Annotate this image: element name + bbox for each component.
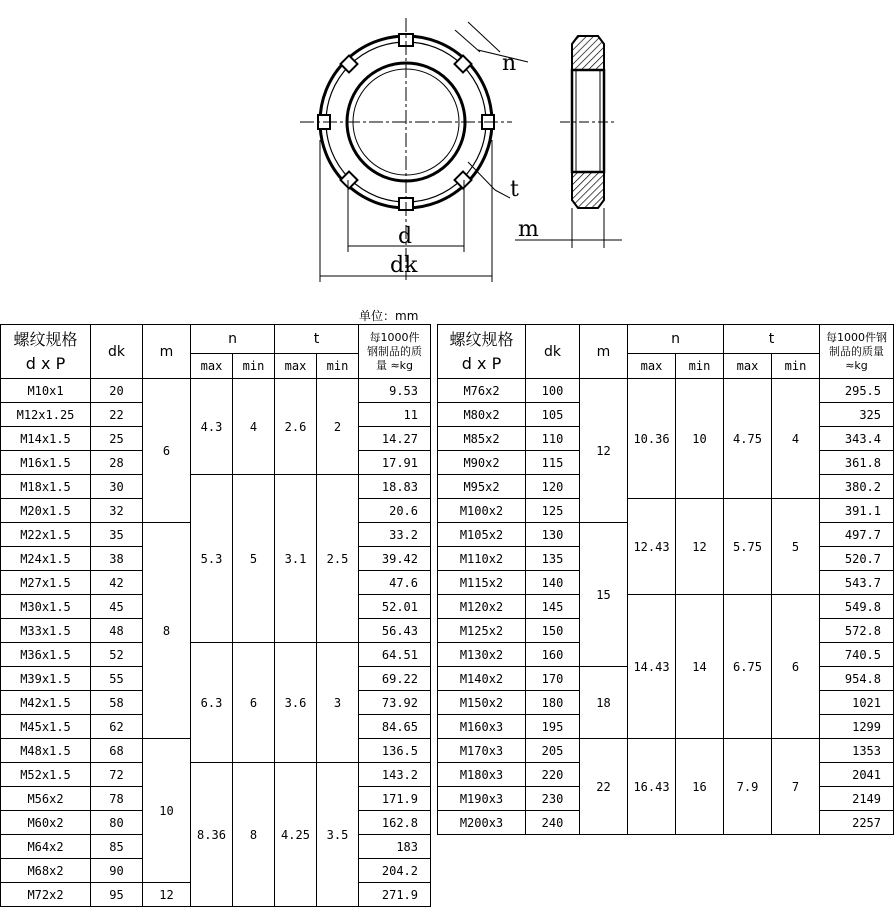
cell-t-max: 4.75 xyxy=(724,379,772,499)
cell-dk: 105 xyxy=(526,403,580,427)
cell-mass: 56.43 xyxy=(359,619,431,643)
header-dk: dk xyxy=(526,325,580,379)
cell-dk: 120 xyxy=(526,475,580,499)
header-n: n xyxy=(628,325,724,354)
nut-drawing xyxy=(0,0,894,305)
cell-spec: M190x3 xyxy=(438,787,526,811)
cell-mass: 17.91 xyxy=(359,451,431,475)
cell-mass: 343.4 xyxy=(820,427,894,451)
cell-n-min: 6 xyxy=(233,643,275,763)
cell-spec: M72x2 xyxy=(1,883,91,907)
cell-mass: 497.7 xyxy=(820,523,894,547)
header-m: m xyxy=(143,325,191,379)
cell-mass: 2041 xyxy=(820,763,894,787)
cell-spec: M95x2 xyxy=(438,475,526,499)
cell-m: 8 xyxy=(143,523,191,739)
cell-dk: 62 xyxy=(91,715,143,739)
label-m: m xyxy=(518,217,539,242)
cell-spec: M170x3 xyxy=(438,739,526,763)
front-view xyxy=(300,18,528,282)
table-row xyxy=(438,499,894,523)
cell-dk: 95 xyxy=(91,883,143,907)
header-n-max: max xyxy=(191,354,233,379)
cell-mass: 543.7 xyxy=(820,571,894,595)
header-n-min: min xyxy=(233,354,275,379)
cell-spec: M180x3 xyxy=(438,763,526,787)
cell-spec: M56x2 xyxy=(1,787,91,811)
cell-mass: 14.27 xyxy=(359,427,431,451)
label-t: t xyxy=(510,177,519,202)
cell-dk: 58 xyxy=(91,691,143,715)
cell-spec: M24x1.5 xyxy=(1,547,91,571)
header-n: n xyxy=(191,325,275,354)
cell-spec: M45x1.5 xyxy=(1,715,91,739)
table-row xyxy=(438,595,894,619)
cell-dk: 90 xyxy=(91,859,143,883)
cell-m: 18 xyxy=(580,667,628,739)
cell-spec: M36x1.5 xyxy=(1,643,91,667)
table-row xyxy=(1,643,431,667)
cell-spec: M48x1.5 xyxy=(1,739,91,763)
cell-dk: 195 xyxy=(526,715,580,739)
cell-spec: M22x1.5 xyxy=(1,523,91,547)
cell-spec: M140x2 xyxy=(438,667,526,691)
cell-dk: 22 xyxy=(91,403,143,427)
cell-m: 10 xyxy=(143,739,191,883)
cell-mass: 11 xyxy=(359,403,431,427)
cell-mass: 520.7 xyxy=(820,547,894,571)
label-dk: dk xyxy=(390,253,418,278)
cell-dk: 55 xyxy=(91,667,143,691)
cell-t-max: 2.6 xyxy=(275,379,317,475)
cell-spec: M68x2 xyxy=(1,859,91,883)
cell-dk: 140 xyxy=(526,571,580,595)
cell-n-max: 6.3 xyxy=(191,643,233,763)
cell-spec: M16x1.5 xyxy=(1,451,91,475)
cell-n-min: 16 xyxy=(676,739,724,835)
cell-mass: 183 xyxy=(359,835,431,859)
cell-dk: 110 xyxy=(526,427,580,451)
table-row xyxy=(1,379,431,403)
cell-dk: 170 xyxy=(526,667,580,691)
cell-spec: M90x2 xyxy=(438,451,526,475)
cell-mass: 295.5 xyxy=(820,379,894,403)
cell-spec: M12x1.25 xyxy=(1,403,91,427)
cell-mass: 18.83 xyxy=(359,475,431,499)
unit-note: 单位：mm xyxy=(359,309,419,323)
cell-n-max: 8.36 xyxy=(191,763,233,907)
cell-dk: 52 xyxy=(91,643,143,667)
spec-table-left xyxy=(0,324,431,907)
cell-t-min: 3.5 xyxy=(317,763,359,907)
cell-mass: 1299 xyxy=(820,715,894,739)
cell-dk: 48 xyxy=(91,619,143,643)
cell-n-max: 16.43 xyxy=(628,739,676,835)
cell-dk: 25 xyxy=(91,427,143,451)
cell-mass: 572.8 xyxy=(820,619,894,643)
cell-spec: M39x1.5 xyxy=(1,667,91,691)
cell-dk: 80 xyxy=(91,811,143,835)
cell-mass: 84.65 xyxy=(359,715,431,739)
cell-t-min: 5 xyxy=(772,499,820,595)
cell-m: 12 xyxy=(580,379,628,523)
cell-spec: M110x2 xyxy=(438,547,526,571)
cell-spec: M64x2 xyxy=(1,835,91,859)
cell-mass: 39.42 xyxy=(359,547,431,571)
cell-t-max: 5.75 xyxy=(724,499,772,595)
cell-dk: 85 xyxy=(91,835,143,859)
cell-spec: M200x3 xyxy=(438,811,526,835)
cell-mass: 143.2 xyxy=(359,763,431,787)
cell-spec: M100x2 xyxy=(438,499,526,523)
cell-spec: M18x1.5 xyxy=(1,475,91,499)
table-row xyxy=(438,739,894,763)
cell-spec: M150x2 xyxy=(438,691,526,715)
cell-spec: M115x2 xyxy=(438,571,526,595)
cell-t-max: 3.1 xyxy=(275,475,317,643)
cell-t-max: 3.6 xyxy=(275,643,317,763)
cell-mass: 33.2 xyxy=(359,523,431,547)
cell-dk: 100 xyxy=(526,379,580,403)
cell-dk: 135 xyxy=(526,547,580,571)
cell-spec: M76x2 xyxy=(438,379,526,403)
cell-mass: 47.6 xyxy=(359,571,431,595)
cell-dk: 160 xyxy=(526,643,580,667)
cell-m: 15 xyxy=(580,523,628,667)
cell-mass: 69.22 xyxy=(359,667,431,691)
header-m: m xyxy=(580,325,628,379)
cell-dk: 220 xyxy=(526,763,580,787)
cell-mass: 361.8 xyxy=(820,451,894,475)
cell-mass: 271.9 xyxy=(359,883,431,907)
cell-mass: 171.9 xyxy=(359,787,431,811)
cell-dk: 240 xyxy=(526,811,580,835)
cell-dk: 145 xyxy=(526,595,580,619)
header-dk: dk xyxy=(91,325,143,379)
header-spec: 螺纹规格 d x P xyxy=(438,325,526,379)
cell-m: 22 xyxy=(580,739,628,835)
cell-dk: 20 xyxy=(91,379,143,403)
header-n-min: min xyxy=(676,354,724,379)
cell-spec: M105x2 xyxy=(438,523,526,547)
cell-spec: M80x2 xyxy=(438,403,526,427)
cell-spec: M120x2 xyxy=(438,595,526,619)
cell-spec: M85x2 xyxy=(438,427,526,451)
cell-n-min: 12 xyxy=(676,499,724,595)
cell-mass: 2257 xyxy=(820,811,894,835)
header-t-max: max xyxy=(275,354,317,379)
cell-dk: 32 xyxy=(91,499,143,523)
cell-dk: 30 xyxy=(91,475,143,499)
cell-n-max: 5.3 xyxy=(191,475,233,643)
cell-mass: 380.2 xyxy=(820,475,894,499)
cell-dk: 230 xyxy=(526,787,580,811)
cell-mass: 52.01 xyxy=(359,595,431,619)
cell-dk: 42 xyxy=(91,571,143,595)
spec-table-right xyxy=(437,324,894,835)
cell-mass: 136.5 xyxy=(359,739,431,763)
cell-t-min: 2.5 xyxy=(317,475,359,643)
cell-n-min: 5 xyxy=(233,475,275,643)
header-spec: 螺纹规格 d x P xyxy=(1,325,91,379)
cell-t-min: 6 xyxy=(772,595,820,739)
cell-spec: M33x1.5 xyxy=(1,619,91,643)
cell-spec: M10x1 xyxy=(1,379,91,403)
cell-dk: 28 xyxy=(91,451,143,475)
cell-mass: 325 xyxy=(820,403,894,427)
cell-spec: M60x2 xyxy=(1,811,91,835)
cell-spec: M14x1.5 xyxy=(1,427,91,451)
cell-t-min: 7 xyxy=(772,739,820,835)
cell-dk: 35 xyxy=(91,523,143,547)
cell-mass: 391.1 xyxy=(820,499,894,523)
cell-mass: 2149 xyxy=(820,787,894,811)
cell-mass: 740.5 xyxy=(820,643,894,667)
cell-spec: M125x2 xyxy=(438,619,526,643)
label-n: n xyxy=(502,51,517,76)
cell-mass: 9.53 xyxy=(359,379,431,403)
cell-t-max: 4.25 xyxy=(275,763,317,907)
cell-t-max: 6.75 xyxy=(724,595,772,739)
cell-mass: 1353 xyxy=(820,739,894,763)
cell-n-min: 8 xyxy=(233,763,275,907)
cell-dk: 115 xyxy=(526,451,580,475)
header-t: t xyxy=(724,325,820,354)
cell-t-max: 7.9 xyxy=(724,739,772,835)
cell-mass: 162.8 xyxy=(359,811,431,835)
cell-dk: 125 xyxy=(526,499,580,523)
cell-mass: 549.8 xyxy=(820,595,894,619)
cell-dk: 180 xyxy=(526,691,580,715)
cell-dk: 205 xyxy=(526,739,580,763)
header-mass: 每1000件 钢制品的质 量 ≈kg xyxy=(359,325,431,379)
cell-spec: M20x1.5 xyxy=(1,499,91,523)
label-d: d xyxy=(398,224,413,249)
cell-n-max: 14.43 xyxy=(628,595,676,739)
cell-mass: 64.51 xyxy=(359,643,431,667)
cell-spec: M27x1.5 xyxy=(1,571,91,595)
cell-mass: 1021 xyxy=(820,691,894,715)
cell-n-max: 10.36 xyxy=(628,379,676,499)
header-mass: 每1000件钢 制品的质量 ≈kg xyxy=(820,325,894,379)
cell-m: 12 xyxy=(143,883,191,907)
cell-spec: M52x1.5 xyxy=(1,763,91,787)
cell-mass: 954.8 xyxy=(820,667,894,691)
table-row xyxy=(438,379,894,403)
cell-dk: 130 xyxy=(526,523,580,547)
cell-dk: 68 xyxy=(91,739,143,763)
cell-t-min: 2 xyxy=(317,379,359,475)
header-t-min: min xyxy=(772,354,820,379)
cell-n-max: 12.43 xyxy=(628,499,676,595)
cell-n-min: 10 xyxy=(676,379,724,499)
cell-dk: 72 xyxy=(91,763,143,787)
header-t: t xyxy=(275,325,359,354)
header-t-min: min xyxy=(317,354,359,379)
cell-m: 6 xyxy=(143,379,191,523)
cell-spec: M42x1.5 xyxy=(1,691,91,715)
cell-spec: M30x1.5 xyxy=(1,595,91,619)
header-n-max: max xyxy=(628,354,676,379)
cell-dk: 45 xyxy=(91,595,143,619)
cell-t-min: 3 xyxy=(317,643,359,763)
cell-dk: 38 xyxy=(91,547,143,571)
cell-dk: 78 xyxy=(91,787,143,811)
cell-spec: M130x2 xyxy=(438,643,526,667)
table-row xyxy=(1,763,431,787)
cell-mass: 20.6 xyxy=(359,499,431,523)
cell-spec: M160x3 xyxy=(438,715,526,739)
cell-mass: 73.92 xyxy=(359,691,431,715)
cell-n-max: 4.3 xyxy=(191,379,233,475)
cell-dk: 150 xyxy=(526,619,580,643)
cell-t-min: 4 xyxy=(772,379,820,499)
cell-n-min: 4 xyxy=(233,379,275,475)
table-row xyxy=(1,475,431,499)
cell-n-min: 14 xyxy=(676,595,724,739)
cell-mass: 204.2 xyxy=(359,859,431,883)
header-t-max: max xyxy=(724,354,772,379)
